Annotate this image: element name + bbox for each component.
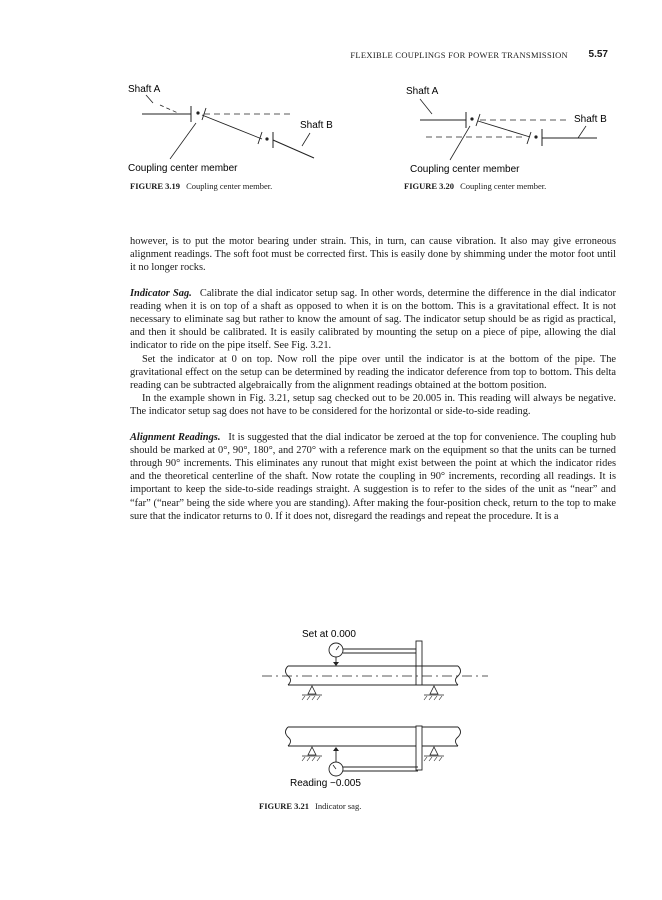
fig321-hatch-right-lower-2 <box>429 757 432 761</box>
figure-3-19-drawing <box>118 76 348 176</box>
fig319-center-member <box>202 115 262 139</box>
fig321-hatch-right-lower-1 <box>424 757 427 761</box>
fig320-shaft-a-label: Shaft A <box>406 86 439 97</box>
figure-3-20-caption <box>404 181 546 191</box>
fig321-plunger-tip-bottom <box>333 747 339 751</box>
fig319-centerline-a <box>160 105 178 113</box>
fig321-hatch-right-lower-4 <box>439 757 442 761</box>
heading-alignment-readings: Alignment Readings. <box>130 431 221 443</box>
fig321-hatch-left-lower-2 <box>307 757 310 761</box>
figure-3-21-drawing <box>250 622 500 797</box>
page-number: 5.57 <box>588 49 608 60</box>
body-text <box>130 235 616 523</box>
fig320-pivot-b <box>534 135 537 138</box>
fig321-pipe-break-left-lower <box>286 727 291 746</box>
heading-indicator-sag: Indicator Sag. <box>130 287 192 299</box>
figure-3-21-caption-text: Indicator sag. <box>315 801 362 811</box>
fig319-pivot-a <box>196 111 199 114</box>
fig321-hatch-right-lower-3 <box>434 757 437 761</box>
fig321-hatch-right-upper-1 <box>424 696 427 700</box>
fig319-shaft-a-label: Shaft A <box>128 84 161 95</box>
running-header <box>130 50 608 64</box>
fig321-clamp-bracket-top <box>416 641 422 685</box>
paragraph-alignment-readings <box>130 431 616 523</box>
fig319-shaft-a-leader <box>146 95 153 103</box>
paragraph-indicator-sag <box>130 287 616 353</box>
fig320-flex-a <box>476 114 480 126</box>
fig321-support-right-upper <box>430 686 438 694</box>
figure-3-19-label: FIGURE 3.19 <box>130 181 181 191</box>
fig321-clamp-bracket-bottom <box>416 726 422 770</box>
header-title: FLEXIBLE COUPLINGS FOR POWER TRANSMISSION <box>350 50 568 60</box>
fig320-center-member <box>478 121 530 137</box>
fig321-pipe-break-right-upper <box>456 666 461 685</box>
fig321-hatch-right-upper-4 <box>439 696 442 700</box>
fig319-shaft-b <box>273 140 314 158</box>
fig320-member-label: Coupling center member <box>410 164 520 175</box>
figure-3-21-label: FIGURE 3.21 <box>259 801 310 811</box>
fig320-shaft-a-leader <box>420 99 432 114</box>
fig321-hatch-left-upper-3 <box>312 696 315 700</box>
figure-3-20-caption-text: Coupling center member. <box>460 181 547 191</box>
fig321-hatch-right-upper-3 <box>434 696 437 700</box>
fig319-member-label: Coupling center member <box>128 163 238 174</box>
indicator-sag-text: Calibrate the dial indicator setup sag. In other words, determine the difference in the dial indicator reading when it is on top of a shaft as opposed to when it is on the bottom. This is a gravitational effect. It is not necessary to eliminate sag but rather to know the amount of sag. The indicator setup should be as rigid as practical, and then it should be calibrated. It is easily calibrated by mounting the setup on a piece of pipe, allowing the dial indicator to ride on the pipe itself. See Fig. 3.21. <box>130 287 617 352</box>
figure-3-19-caption-text: Coupling center member. <box>186 181 273 191</box>
fig321-hatch-left-lower-1 <box>302 757 305 761</box>
fig321-hatch-left-upper-1 <box>302 696 305 700</box>
paragraph-soft-foot: however, is to put the motor bearing under strain. This, in turn, can cause vibration. It also may give erroneous alignment readings. The soft foot must be corrected first. This is easily done by shimming under the motor foot until it no longer rocks. <box>130 236 616 274</box>
figure-3-19-caption <box>130 181 272 191</box>
fig321-plunger-tip-top <box>333 662 339 666</box>
fig321-support-left-upper <box>308 686 316 694</box>
fig319-shaft-b-leader <box>302 133 310 146</box>
fig321-hatch-left-upper-2 <box>307 696 310 700</box>
alignment-readings-text: It is suggested that the dial indicator be zeroed at the top for convenience. The coupling hub should be marked at 0°, 90°, 180°, and 270° with a reference mark on the equipment so that the units can be turned through 90° increments. This eliminates any runout that might exist between the point at which the indicator rides and the theoretical centerline of the shaft. Now rotate the coupling in 90° increments, recording all readings. It is important to keep the side-to-side readings straight. A suggestion is to refer to the sides of the unit as “near” and “far” (“near” being the side where you are standing). After making the four-position check, return to the top to make sure that the indicator returns to 0. If it does not, disregard the readings and repeat the procedure. It is a <box>130 431 616 522</box>
fig321-pipe-break-left-upper <box>286 666 291 685</box>
fig321-hatch-left-lower-3 <box>312 757 315 761</box>
fig320-shaft-b-leader <box>578 126 586 138</box>
fig321-hatch-left-upper-4 <box>317 696 320 700</box>
fig320-member-leader <box>450 126 470 160</box>
fig321-reading-label: Reading −0.005 <box>290 778 361 789</box>
paragraph-set-indicator: Set the indicator at 0 on top. Now roll the pipe over until the indicator is at the bottom of the pipe. The gravitational effect on the setup can be determined by reading the indicator deference from top to bottom. This delta reading can be subtracted algebraically from the alignment readings obtained at the bottom position. <box>130 353 616 392</box>
fig321-pipe-break-right-lower <box>456 727 461 746</box>
paragraph-example: In the example shown in Fig. 3.21, setup sag checked out to be 20.005 in. This reading will always be negative. The indicator setup sag does not have to be considered for the horizontal or side-to-side reading. <box>130 393 616 418</box>
fig321-support-right-lower <box>430 747 438 755</box>
fig321-hatch-right-upper-2 <box>429 696 432 700</box>
figure-3-20-label: FIGURE 3.20 <box>404 181 455 191</box>
figure-3-20-drawing <box>400 80 620 180</box>
fig320-pivot-a <box>470 117 473 120</box>
figure-3-21-caption <box>259 801 361 811</box>
fig320-flex-b <box>527 132 531 144</box>
fig319-member-leader <box>170 123 196 159</box>
fig319-pivot-b <box>265 137 268 140</box>
fig321-support-left-lower <box>308 747 316 755</box>
fig321-set-label: Set at 0.000 <box>302 629 356 640</box>
fig321-hatch-left-lower-4 <box>317 757 320 761</box>
fig320-shaft-b-label: Shaft B <box>574 114 607 125</box>
fig319-shaft-b-label: Shaft B <box>300 120 333 131</box>
